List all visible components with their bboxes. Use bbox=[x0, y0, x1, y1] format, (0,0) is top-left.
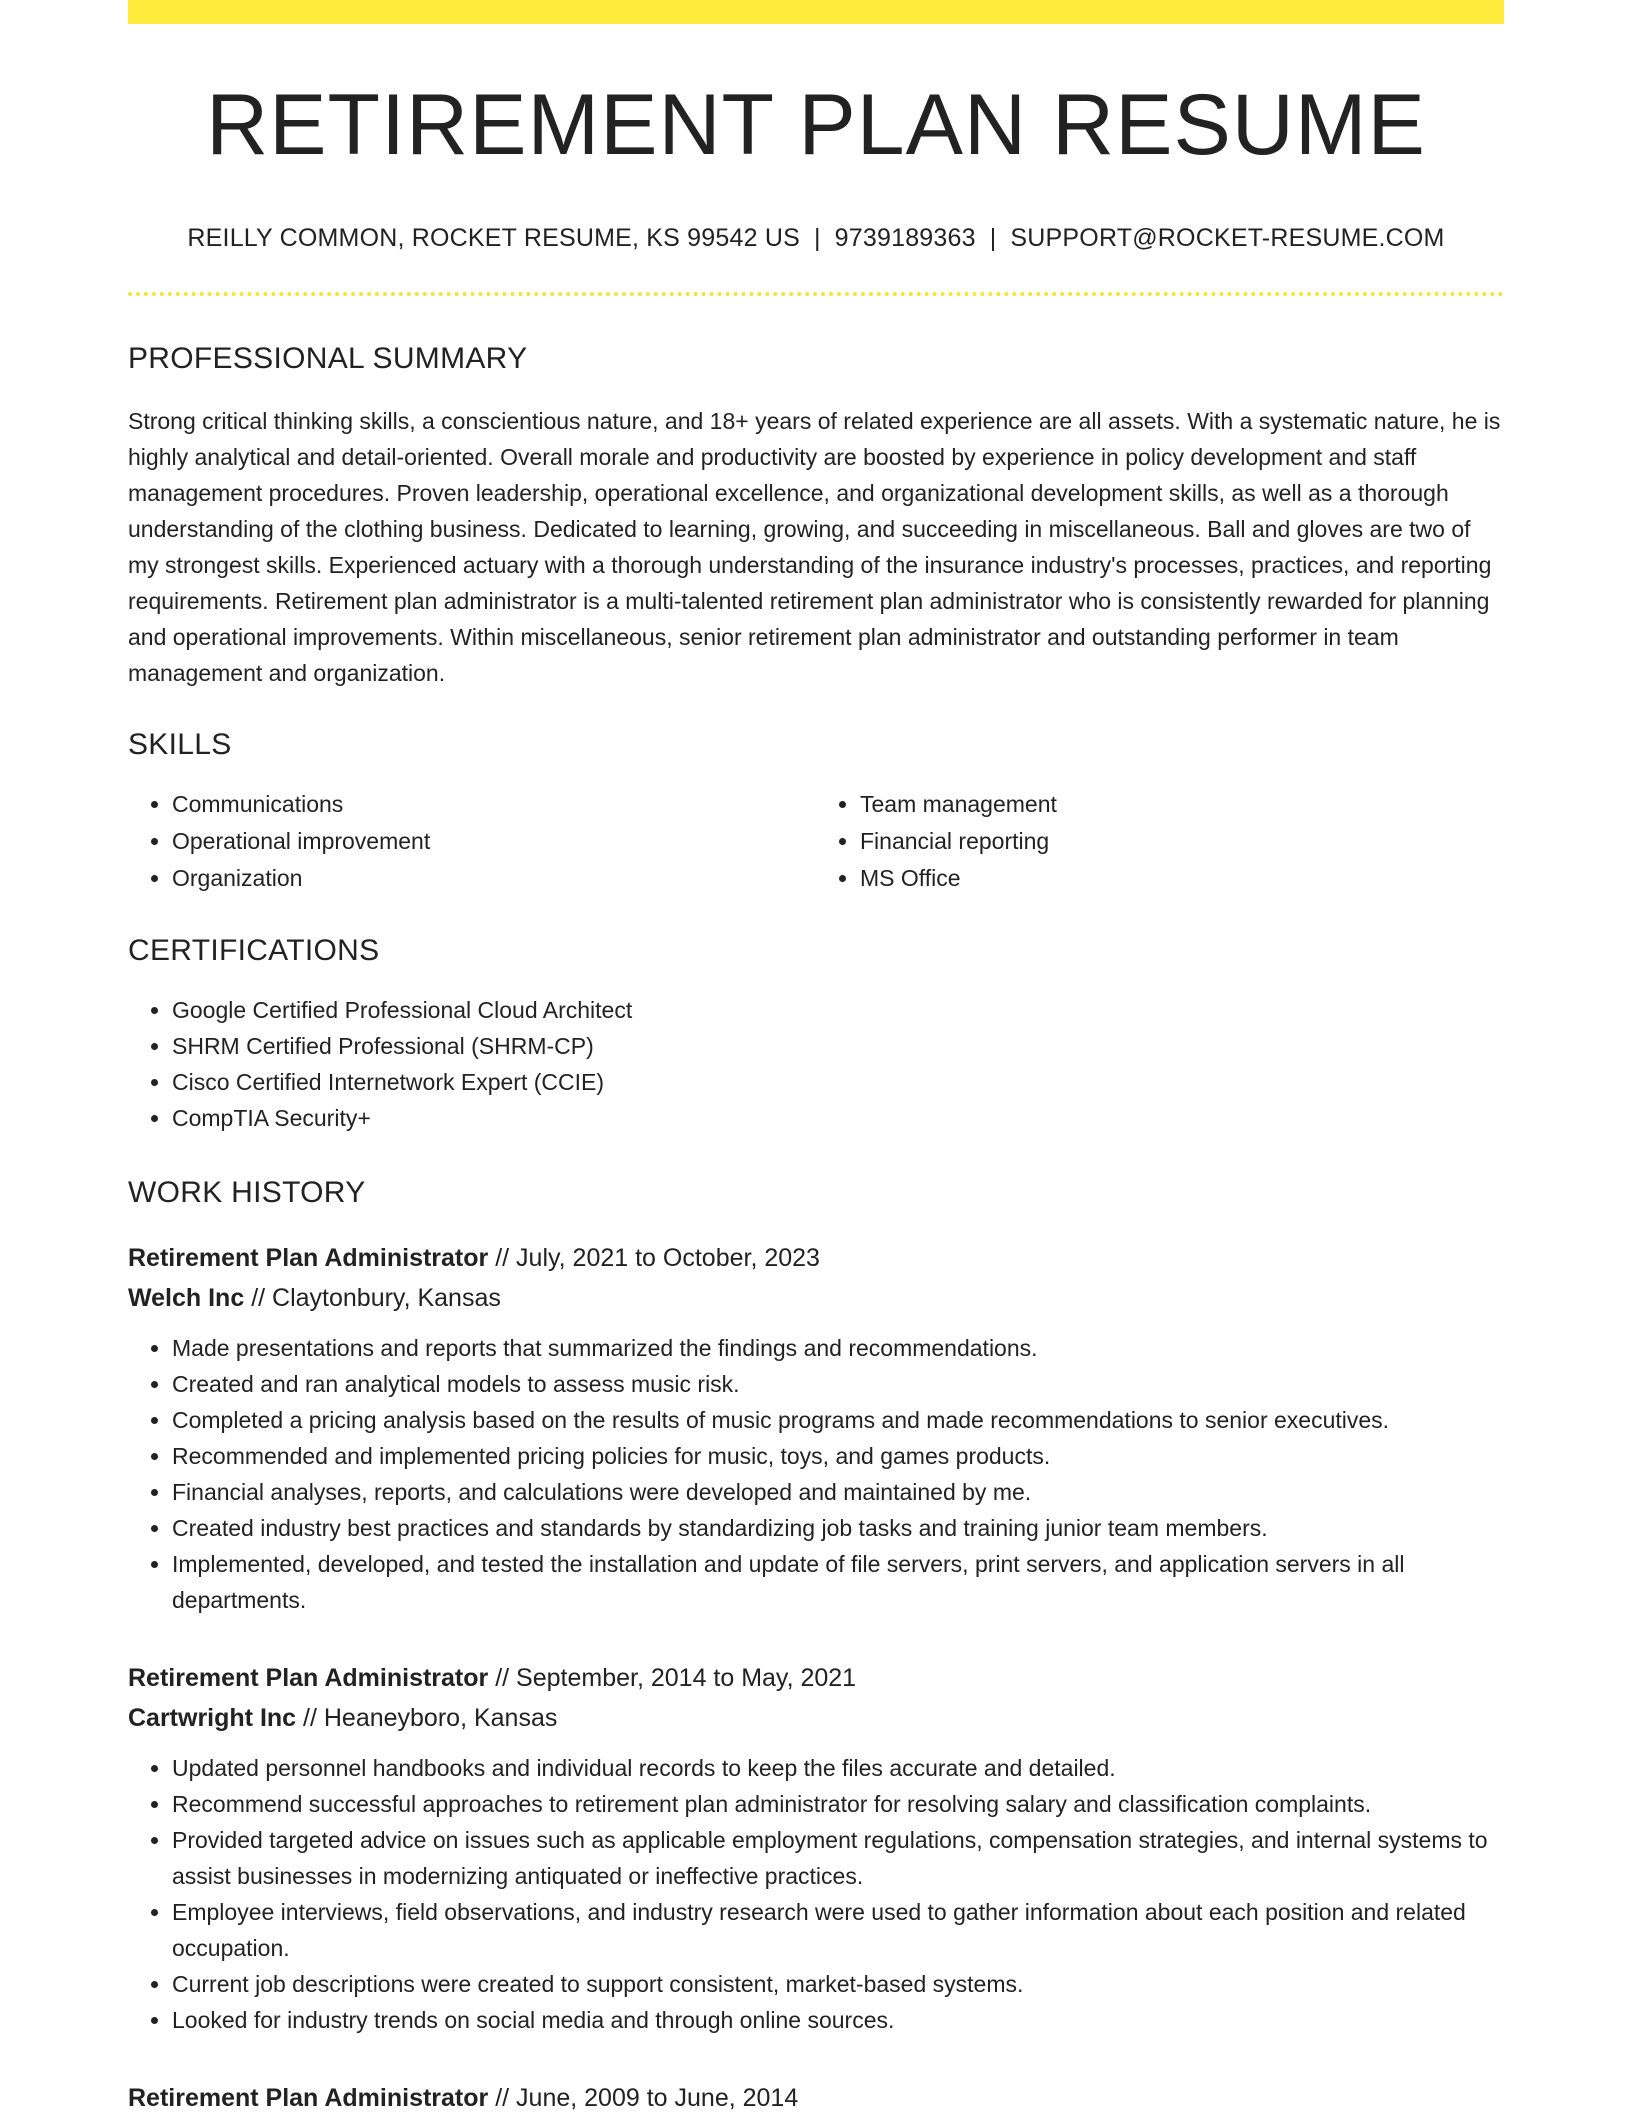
job-title: Retirement Plan Administrator bbox=[128, 1664, 489, 1692]
skill-item: • Operational improvement bbox=[172, 823, 816, 860]
skills-column-left bbox=[128, 786, 816, 897]
job-title: Retirement Plan Administrator bbox=[128, 2084, 489, 2112]
job-bullets bbox=[128, 1330, 1504, 1618]
summary-section bbox=[128, 344, 1504, 691]
contact-info bbox=[128, 226, 1504, 251]
job-dates: // July, 2021 to October, 2023 bbox=[488, 1244, 820, 1272]
job-dates: // September, 2014 to May, 2021 bbox=[488, 1664, 857, 1692]
job-bullet: • Implemented, developed, and tested the installation and update of file servers, print servers, and application servers in all departments. bbox=[172, 1546, 1504, 1618]
job-title-line bbox=[128, 2078, 1504, 2118]
page-title: RETIREMENT PLAN RESUME bbox=[206, 77, 1426, 173]
job-dates: // June, 2009 to June, 2014 bbox=[488, 2084, 799, 2112]
skill-item: • Financial reporting bbox=[860, 823, 1504, 860]
skill-item: • Team management bbox=[860, 786, 1504, 823]
skills-heading: SKILLS bbox=[128, 728, 232, 761]
job-entry bbox=[128, 2078, 1504, 2118]
job-bullet: • Provided targeted advice on issues such as applicable employment regulations, compensation strategies, and internal systems to assist businesses in modernizing antiquated or ineffective practices. bbox=[172, 1822, 1504, 1894]
job-company: Cartwright Inc bbox=[128, 1704, 297, 1732]
job-title-line bbox=[128, 1658, 1504, 1698]
header-divider bbox=[128, 292, 1504, 296]
skills-section bbox=[128, 730, 1504, 897]
job-bullet: • Created industry best practices and standards by standardizing job tasks and training junior team members. bbox=[172, 1510, 1504, 1546]
contact-separator: | bbox=[989, 224, 997, 252]
job-entry bbox=[128, 1238, 1504, 1618]
job-title-line bbox=[128, 1238, 1504, 1278]
job-company-line bbox=[128, 1278, 1504, 1318]
job-bullet: • Financial analyses, reports, and calculations were developed and maintained by me. bbox=[172, 1474, 1504, 1510]
certifications-list bbox=[128, 992, 1504, 1136]
skill-item: • Organization bbox=[172, 860, 816, 897]
skill-item: • MS Office bbox=[860, 860, 1504, 897]
contact-separator: | bbox=[813, 224, 821, 252]
resume-page bbox=[128, 0, 1504, 2112]
work-history-section bbox=[128, 1178, 1504, 2118]
job-bullet: • Completed a pricing analysis based on the results of music programs and made recommendations to senior executives. bbox=[172, 1402, 1504, 1438]
job-company: Welch Inc bbox=[128, 1284, 245, 1312]
certification-item: • Google Certified Professional Cloud Architect bbox=[172, 992, 1504, 1028]
job-title: Retirement Plan Administrator bbox=[128, 1244, 489, 1272]
job-bullet: • Recommend successful approaches to retirement plan administrator for resolving salary and classification complaints. bbox=[172, 1786, 1504, 1822]
skill-item: • Communications bbox=[172, 786, 816, 823]
contact-email: SUPPORT@ROCKET-RESUME.COM bbox=[1010, 224, 1445, 252]
summary-text: Strong critical thinking skills, a conscientious nature, and 18+ years of related experience are all assets. With a systematic nature, he is highly analytical and detail-oriented. Overall morale and productivity are boosted by experience in policy development and staff management procedures. Proven leadership, operational excellence, and organizational development skills, as well as a thorough understanding of the clothing business. Dedicated to learning, growing, and succeeding in miscellaneous. Ball and gloves are two of my strongest skills. Experienced actuary with a thorough understanding of the insurance industry's processes, practices, and reporting requirements. Retirement plan administrator is a multi-talented retirement plan administrator who is consistently rewarded for planning and operational improvements. Within miscellaneous, senior retirement plan administrator and outstanding performer in team management and organization. bbox=[128, 408, 1501, 686]
job-entry bbox=[128, 1658, 1504, 2038]
skills-grid bbox=[128, 786, 1504, 897]
job-bullet: • Current job descriptions were created to support consistent, market-based systems. bbox=[172, 1966, 1504, 2002]
certifications-heading: CERTIFICATIONS bbox=[128, 934, 380, 967]
skills-column-right bbox=[816, 786, 1504, 897]
accent-bar bbox=[128, 0, 1504, 24]
job-bullet: • Updated personnel handbooks and individual records to keep the files accurate and detailed. bbox=[172, 1750, 1504, 1786]
contact-address: REILLY COMMON, ROCKET RESUME, KS 99542 US bbox=[187, 224, 800, 252]
contact-phone: 9739189363 bbox=[834, 224, 976, 252]
certification-item: • Cisco Certified Internetwork Expert (CCIE) bbox=[172, 1064, 1504, 1100]
certifications-section bbox=[128, 936, 1504, 1136]
job-bullet: • Made presentations and reports that summarized the findings and recommendations. bbox=[172, 1330, 1504, 1366]
certification-item: • SHRM Certified Professional (SHRM-CP) bbox=[172, 1028, 1504, 1064]
job-location: // Claytonbury, Kansas bbox=[244, 1284, 501, 1312]
job-bullet: • Created and ran analytical models to assess music risk. bbox=[172, 1366, 1504, 1402]
work-history-heading: WORK HISTORY bbox=[128, 1176, 366, 1209]
job-location: // Heaneyboro, Kansas bbox=[296, 1704, 558, 1732]
summary-heading: PROFESSIONAL SUMMARY bbox=[128, 342, 528, 375]
certification-item: • CompTIA Security+ bbox=[172, 1100, 1504, 1136]
job-bullet: • Employee interviews, field observations, and industry research were used to gather information about each position and related occupation. bbox=[172, 1894, 1504, 1966]
job-bullet: • Looked for industry trends on social media and through online sources. bbox=[172, 2002, 1504, 2038]
job-company-line bbox=[128, 1698, 1504, 1738]
job-bullet: • Recommended and implemented pricing policies for music, toys, and games products. bbox=[172, 1438, 1504, 1474]
job-bullets bbox=[128, 1750, 1504, 2038]
